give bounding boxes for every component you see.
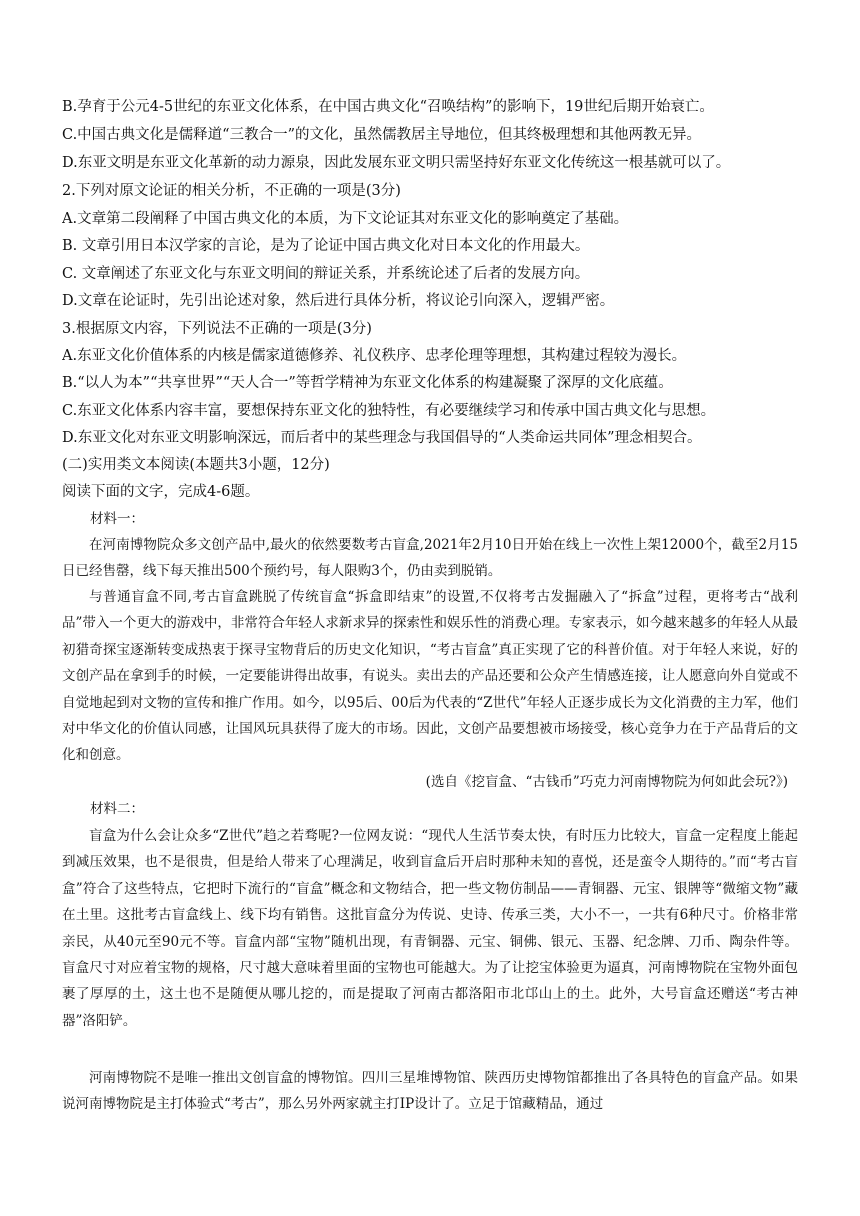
material1-source: (选自《挖盲盒、“古钱币”巧克力河南博物院为何如此会玩?》) xyxy=(425,774,788,790)
q3-option-c: C.东亚文化体系内容丰富，要想保持东亚文化的独特性，有必要继续学习和传承中国古典文化与思想。 xyxy=(62,403,716,419)
q1-option-c: C.中国古典文化是儒释道“三教合一”的文化，虽然儒教居主导地位，但其终极理想和其他两教无异。 xyxy=(62,127,702,143)
q2-option-a: A.文章第二段阐释了中国古典文化的本质，为下文论证其对东亚文化的影响奠定了基础。 xyxy=(62,211,629,227)
q3-option-b: B.“以人为本”“共享世界”“天人合一”等哲学精神为东亚文化体系的构建凝聚了深厚的文化底蕴。 xyxy=(62,375,673,391)
q3-option-d: D.东亚文化对东亚文明影响深远，而后者中的某些理念与我国倡导的“人类命运共同体”理念相契合。 xyxy=(62,430,702,446)
material2-label: 材料二： xyxy=(90,801,144,817)
q2-option-d: D.文章在论证时，先引出论述对象，然后进行具体分析，将议论引向深入，逻辑严密。 xyxy=(62,293,615,309)
q3-stem: 3.根据原文内容，下列说法不正确的一项是(3分) xyxy=(62,321,372,337)
q3-option-a: A.东亚文化价值体系的内核是儒家道德修养、礼仪秩序、忠孝伦理等理想，其构建过程较为漫长。 xyxy=(62,348,687,364)
q2-option-c: C. 文章阐述了东亚文化与东亚文明间的辩证关系，并系统论述了后者的发展方向。 xyxy=(62,266,590,282)
q2-option-b: B. 文章引用日本汉学家的言论，是为了论证中国古典文化对日本文化的作用最大。 xyxy=(62,238,590,254)
section-instruction: 阅读下面的文字，完成4-6题。 xyxy=(62,484,260,500)
material1-paragraph-1: 在河南博物院众多文创产品中,最火的依然要数考古盲盒,2021年2月10日开始在线上一次性上架12000个，截至2月15日已经售罄，线下每天推出500个预约号，每人限购3个，仍由卖到脱销。 xyxy=(62,537,798,580)
q2-stem: 2.下列对原文论证的相关分析，不正确的一项是(3分) xyxy=(62,183,401,199)
material1-paragraph-2: 与普通盲盒不同,考古盲盒跳脱了传统盲盒“拆盒即结束”的设置,不仅将考古发掘融入了“拆盒”过程，更将考古“战利品”带入一个更大的游戏中，非常符合年轻人求新求异的探索性和娱乐性的消费心理。专家表示，如今越来越多的年轻人从最初猎奇探宝逐渐转变成热衷于探寻宝物背后的历史文化知识，“考古盲盒”真正实现了它的科普价值。对于年轻人来说，好的文创产品在拿到手的时候，一定要能讲得出故事，有说头。卖出去的产品还要和公众产生情感连接，让人愿意向外自觉或不自觉地起到对文物的宣传和推广作用。如今，以95后、00后为代表的“Z世代”年轻人正逐步成长为文化消费的主力军，他们对中华文化的价值认同感，让国风玩具获得了庞大的市场。因此，文创产品要想被市场接受，核心竞争力在于产品背后的文化和创意。 xyxy=(62,589,798,764)
material1-label: 材料一： xyxy=(90,511,144,527)
q1-option-b: B.孕育于公元4-5世纪的东亚文化体系，在中国古典文化“召唤结构”的影响下，19世纪后期开始衰亡。 xyxy=(62,99,714,115)
material2-paragraph-1: 盲盒为什么会让众多“Z世代”趋之若骛呢?一位网友说：“现代人生活节奏太快，有时压力比较大，盲盒一定程度上能起到减压效果，也不是很贵，但是给人带来了心理满足，收到盲盒后开启时那种未知的喜悦，还是蛮令人期待的。”而“考古盲盒”符合了这些特点，它把时下流行的“盲盒”概念和文物结合，把一些文物仿制品——青铜器、元宝、银牌等“微缩文物”藏在土里。这批考古盲盒线上、线下均有销售。这批盲盒分为传说、史诗、传承三类，大小不一，一共有6种尺寸。价格非常亲民，从40元至90元不等。盲盒内部“宝物”随机出现，有青铜器、元宝、铜佛、银元、玉器、纪念牌、刀币、陶杂件等。盲盒尺寸对应着宝物的规格，尺寸越大意味着里面的宝物也可能越大。为了让挖宝体验更为逼真，河南博物院在宝物外面包裹了厚厚的土，这土也不是随便从哪儿挖的，而是提取了河南古都洛阳市北邙山上的土。此外，大号盲盒还赠送“考古神器”洛阳铲。 xyxy=(62,828,798,1029)
section-title: (二)实用类文本阅读(本题共3小题，12分) xyxy=(62,457,330,473)
q1-option-d: D.东亚文明是东亚文化革新的动力源泉，因此发展东亚文明只需坚持好东亚文化传统这一根基就可以了。 xyxy=(62,155,731,171)
material2-paragraph-2: 河南博物院不是唯一推出文创盲盒的博物馆。四川三星堆博物馆、陕西历史博物馆都推出了各具特色的盲盒产品。如果说河南博物院是主打体验式“考古”，那么另外两家就主打IP设计了。立足于馆藏精品，通过 xyxy=(62,1070,798,1113)
